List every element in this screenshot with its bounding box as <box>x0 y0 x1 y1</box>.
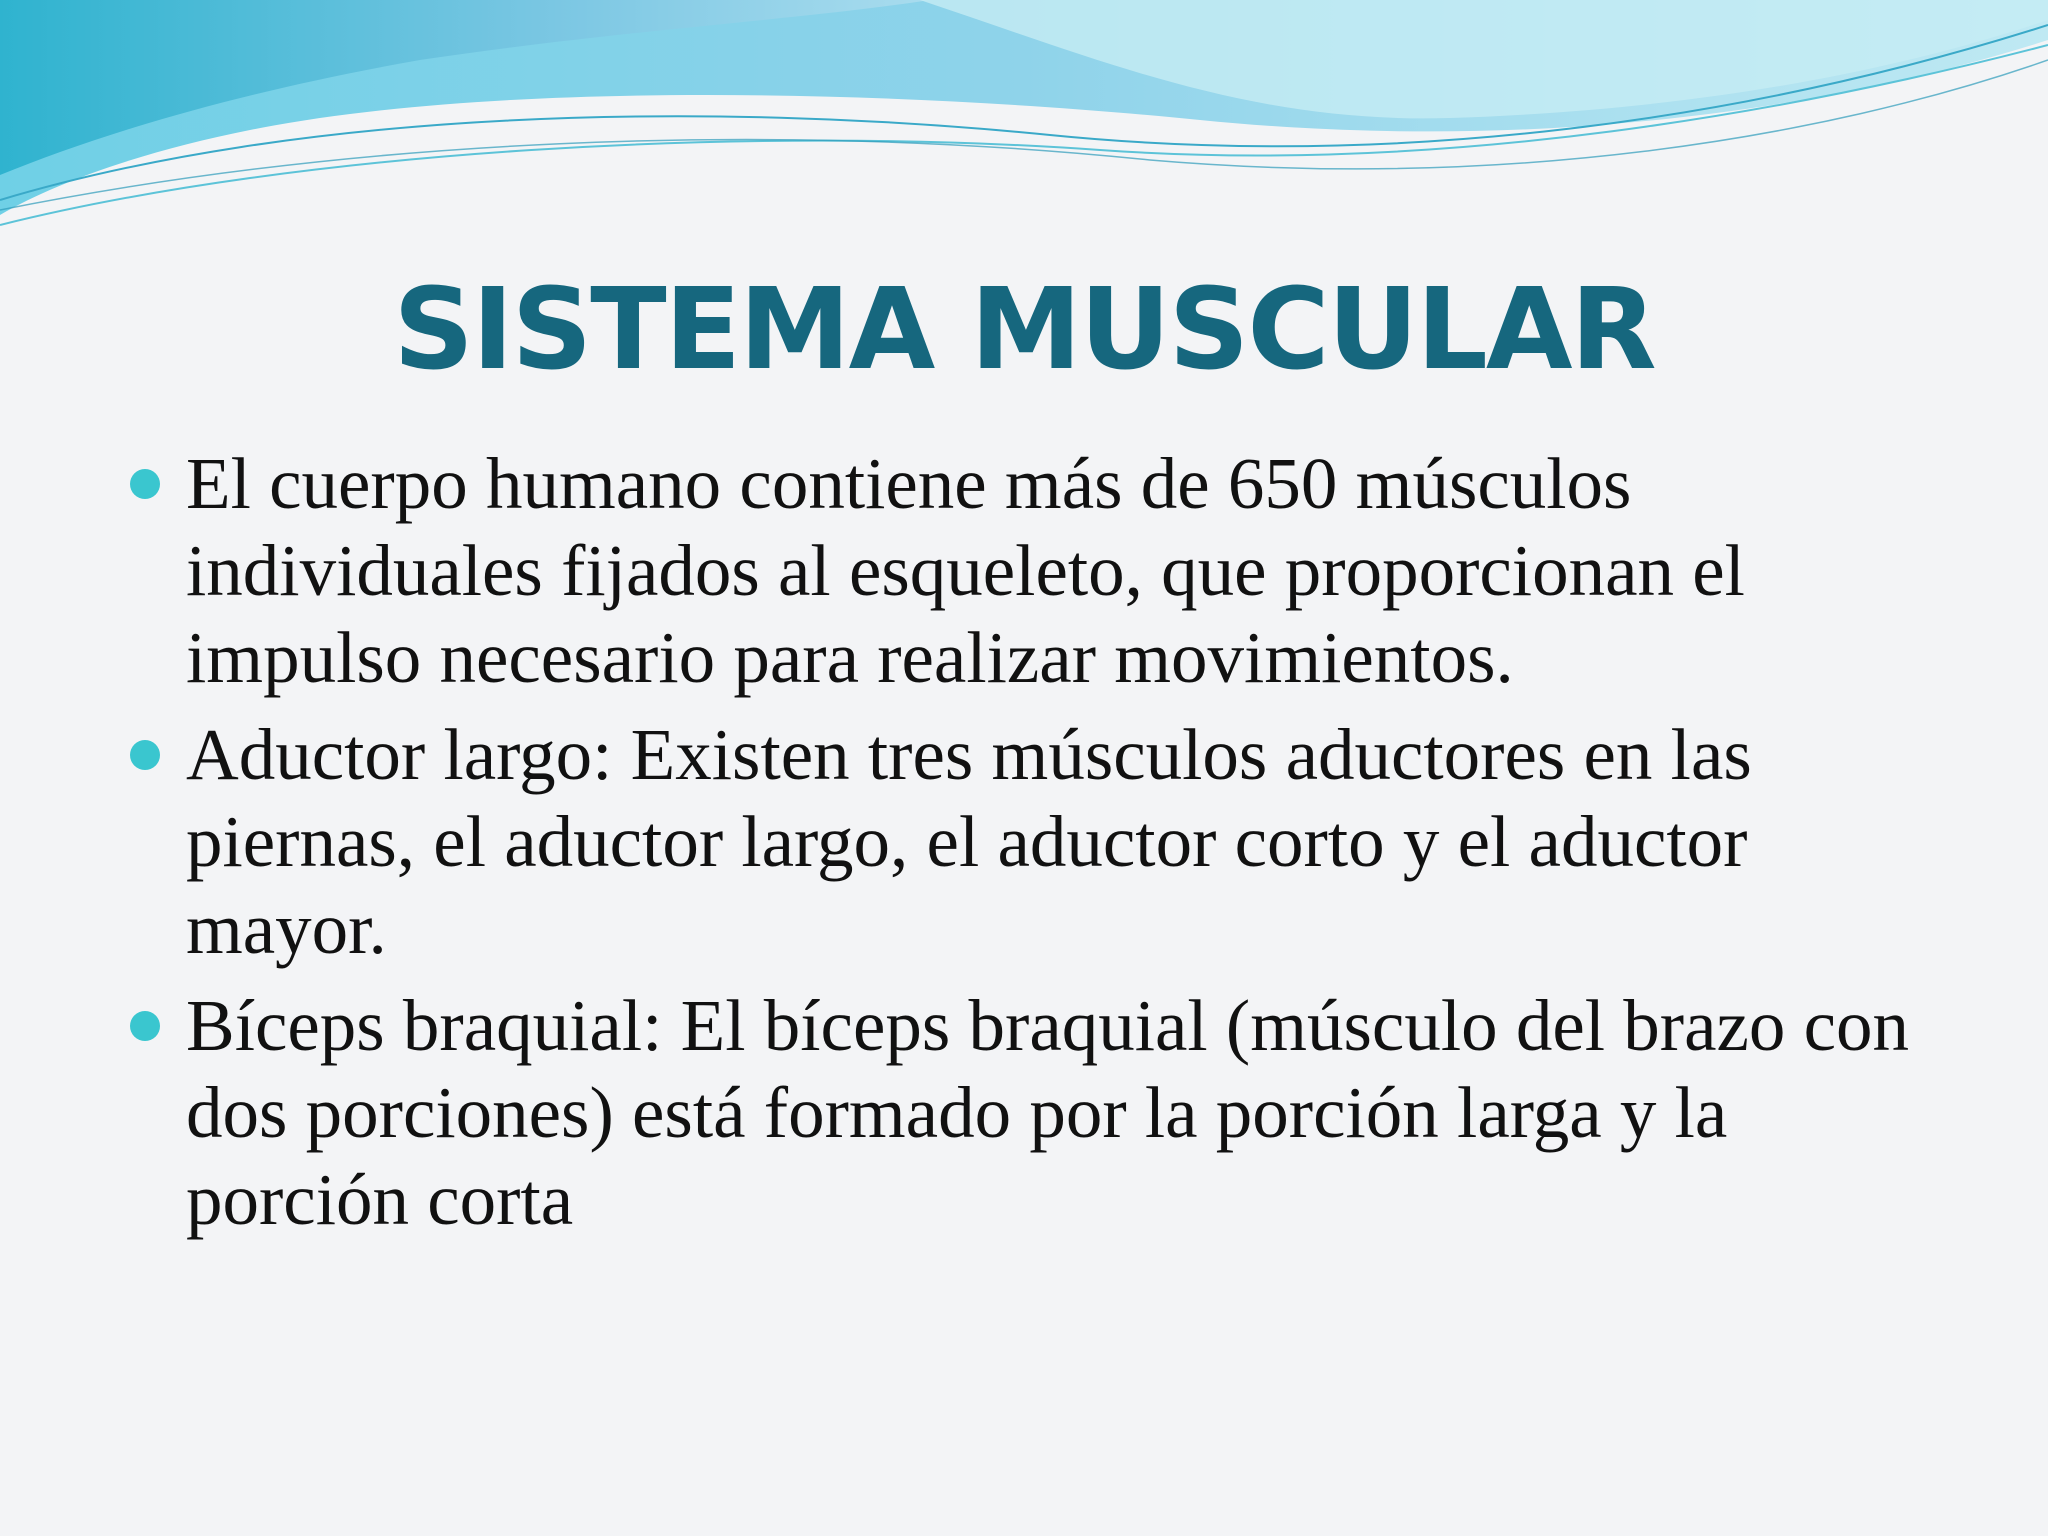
bullet-text: El cuerpo humano contiene más de 650 músculos individuales fijados al esqueleto, que proporcionan el impulso necesario para realizar movimientos. <box>186 443 1745 698</box>
bullet-item <box>128 440 1958 701</box>
bullet-item <box>128 982 1958 1243</box>
bullet-dot-icon <box>130 1011 160 1041</box>
bullet-dot-icon <box>130 740 160 770</box>
header-wave-decoration <box>0 0 2048 260</box>
bullet-list <box>128 440 1958 1253</box>
bullet-text: Aductor largo: Existen tres músculos aductores en las piernas, el aductor largo, el aductor corto y el aductor mayor. <box>186 714 1752 969</box>
slide-title: SISTEMA MUSCULAR <box>393 265 1655 395</box>
bullet-text: Bíceps braquial: El bíceps braquial (músculo del brazo con dos porciones) está formado por la porción larga y la porción corta <box>186 985 1910 1240</box>
bullet-dot-icon <box>130 469 160 499</box>
bullet-item <box>128 711 1958 972</box>
